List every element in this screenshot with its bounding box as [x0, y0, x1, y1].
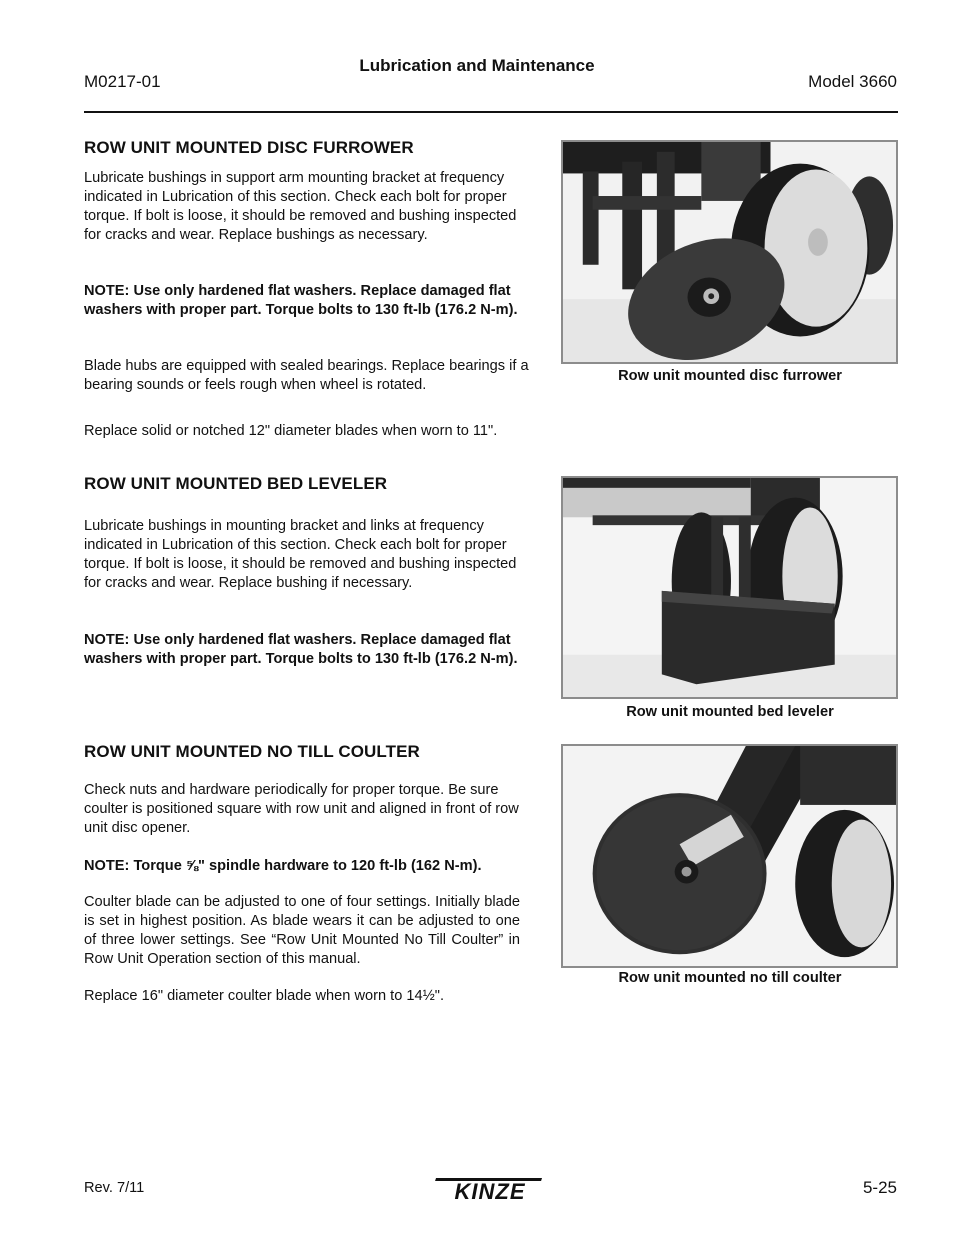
paragraph: Coulter blade can be adjusted to one of four settings. Initially blade is set in highest position. As blade wears it can be adjusted to one of three lower settings. See “Row Unit Mounted No Till Coulter” in Row Unit Operation section of this manual. — [84, 894, 520, 967]
caption-disc-furrower: Row unit mounted disc furrower — [618, 368, 842, 384]
photo-disc-furrower — [561, 140, 898, 364]
caption-bed-leveler: Row unit mounted bed leveler — [626, 704, 834, 720]
paragraph: Replace solid or notched 12" diameter blades when worn to 11". — [84, 423, 498, 439]
kinze-logo — [431, 1175, 549, 1203]
caption-no-till-coulter: Row unit mounted no till coulter — [618, 970, 842, 986]
logo-text: KINZE — [454, 1179, 526, 1203]
bed-leveler-illustration — [563, 478, 896, 697]
document-number: M0217-01 — [84, 72, 161, 91]
photo-no-till-coulter — [561, 744, 898, 968]
disc-furrower-illustration — [563, 142, 896, 362]
note-paragraph: NOTE: Torque ⅝" spindle hardware to 120 ft-lb (162 N-m). — [84, 858, 482, 874]
kinze-logo-mark — [431, 1175, 549, 1203]
paragraph: Lubricate bushings in mounting bracket and links at frequency indicated in Lubrication of this section. Check each bolt for proper torque. If bolt is loose, it should be removed and bushing inspected for cracks and wear. Replace bushing if necessary. — [84, 518, 517, 591]
heading-bed-leveler: ROW UNIT MOUNTED BED LEVELER — [84, 474, 388, 493]
no-till-coulter-illustration — [563, 746, 896, 966]
paragraph: Check nuts and hardware periodically for proper torque. Be sure coulter is positioned square with row unit and aligned in front of row unit disc opener. — [84, 782, 519, 836]
note-paragraph: NOTE: Use only hardened flat washers. Replace damaged flat washers with proper part. Torque bolts to 130 ft-lb (176.2 N-m). — [84, 632, 518, 667]
revision-label: Rev. 7/11 — [84, 1180, 145, 1196]
paragraph: Blade hubs are equipped with sealed bearings. Replace bearings if a bearing sounds or feels rough when wheel is rotated. — [84, 358, 529, 393]
heading-no-till-coulter: ROW UNIT MOUNTED NO TILL COULTER — [84, 742, 420, 761]
heading-disc-furrower: ROW UNIT MOUNTED DISC FURROWER — [84, 138, 414, 157]
paragraph: Replace 16" diameter coulter blade when worn to 14½". — [84, 988, 445, 1004]
model-label: Model 3660 — [808, 72, 897, 91]
paragraph: Lubricate bushings in support arm mounting bracket at frequency indicated in Lubrication of this section. Check each bolt for proper torque. If bolt is loose, it should be removed and bushing inspected for cracks and wear. Replace bushings as necessary. — [84, 170, 517, 243]
header-rule — [84, 111, 898, 113]
photo-bed-leveler — [561, 476, 898, 699]
section-title: Lubrication and Maintenance — [359, 56, 595, 75]
note-paragraph: NOTE: Use only hardened flat washers. Replace damaged flat washers with proper part. Torque bolts to 130 ft-lb (176.2 N-m). — [84, 283, 518, 318]
page-number: 5-25 — [862, 1178, 897, 1197]
